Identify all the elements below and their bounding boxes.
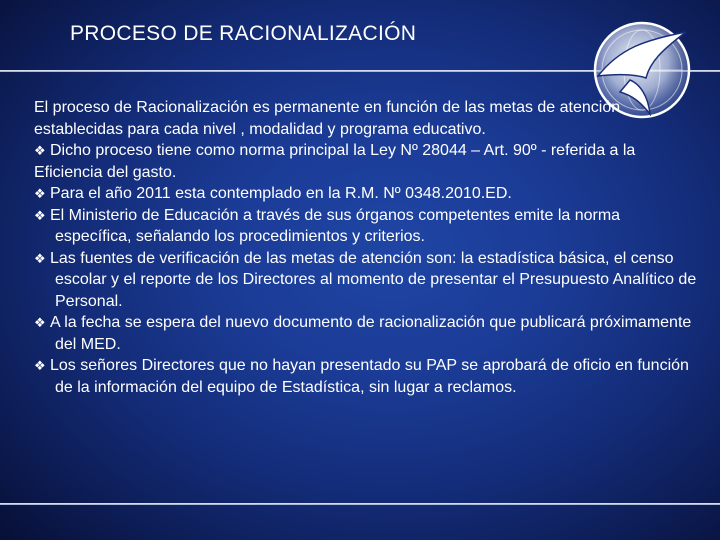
diamond-bullet-icon: ❖ xyxy=(34,358,46,373)
diamond-bullet-icon: ❖ xyxy=(34,207,46,223)
diamond-bullet-icon: ❖ xyxy=(34,315,46,330)
bullet-text: Los señores Directores que no hayan presentado su PAP se aprobará de oficio en función de la información del equipo de Estadística, sin lugar a reclamos. xyxy=(50,357,689,396)
bottom-divider xyxy=(0,503,720,505)
intro-paragraph: El proceso de Racionalización es permanente en función de las metas de atención establecidas para cada nivel , modalidad y programa educativo. xyxy=(34,99,621,138)
bullet-item xyxy=(34,183,698,205)
diamond-bullet-icon: ❖ xyxy=(34,186,46,201)
slide-body xyxy=(34,97,698,398)
bullet-text: Para el año 2011 esta contemplado en la R.M. Nº 0348.2010.ED. xyxy=(50,185,512,202)
bullet-text: Las fuentes de verificación de las metas de atención son: la estadística básica, el censo escolar y el reporte de los Directores al momento de presentar el Presupuesto Analítico de Personal. xyxy=(50,249,697,310)
bullet-text: Dicho proceso tiene como norma principal la Ley Nº 28044 – Art. 90º - referida a la Eficiencia del gasto. xyxy=(34,142,636,181)
bullet-text: A la fecha se espera del nuevo documento de racionalización que publicará próximamente del MED. xyxy=(50,314,692,353)
bullet-item xyxy=(34,355,698,398)
bullet-text: El Ministerio de Educación a través de sus órganos competentes emite la norma específica, señalando los procedimientos y criterios. xyxy=(50,206,621,245)
bullet-item xyxy=(34,140,698,183)
bullet-item xyxy=(34,248,698,313)
diamond-bullet-icon: ❖ xyxy=(34,143,46,158)
slide-title: PROCESO DE RACIONALIZACIÓN xyxy=(70,22,417,45)
diamond-bullet-icon: ❖ xyxy=(34,250,46,266)
bullet-item xyxy=(34,312,698,355)
bullet-item xyxy=(34,205,698,248)
